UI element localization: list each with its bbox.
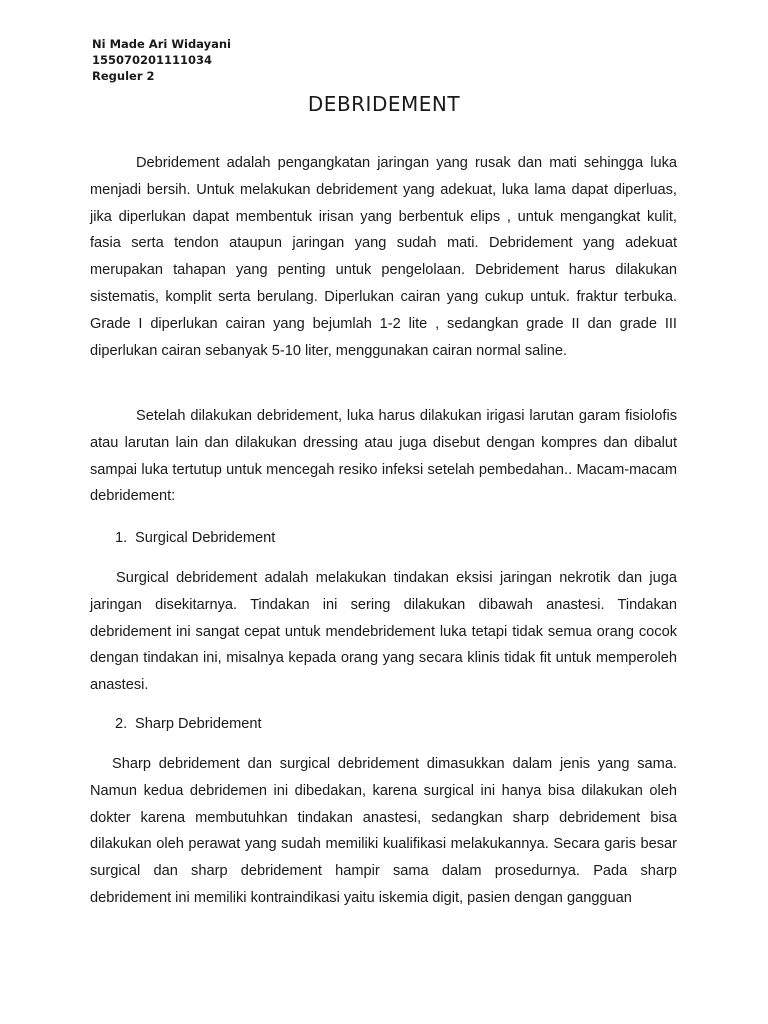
paragraph-after-debridement: Setelah dilakukan debridement, luka harus dilakukan irigasi larutan garam fisiolofis atau larutan lain dan dilakukan dressing atau juga disebut dengan kompres dan dibalut sampai luka tertutup untuk mencegah resiko infeksi setelah pembedahan.. Macam-macam debridement: bbox=[90, 408, 677, 505]
author-name: Ni Made Ari Widayani bbox=[92, 37, 231, 51]
class-name: Reguler 2 bbox=[92, 69, 155, 83]
list-item-sharp bbox=[115, 714, 262, 734]
author-block bbox=[92, 36, 231, 84]
student-id: 155070201111034 bbox=[92, 53, 213, 67]
list-item-surgical bbox=[115, 528, 275, 548]
list-number: 1. bbox=[115, 530, 128, 546]
list-label: Sharp Debridement bbox=[135, 716, 262, 732]
document-title: DEBRIDEMENT bbox=[307, 92, 461, 116]
list-number: 2. bbox=[115, 716, 128, 732]
paragraph-surgical: Surgical debridement adalah melakukan tindakan eksisi jaringan nekrotik dan juga jaringan disekitarnya. Tindakan ini sering dilakukan dibawah anastesi. Tindakan debridement ini sangat cepat untuk mendebridement luka tetapi tidak semua orang cocok dengan tindakan ini, misalnya kepada orang yang secara klinis tidak fit untuk memperoleh anastesi. bbox=[90, 570, 677, 694]
list-label: Surgical Debridement bbox=[135, 530, 276, 546]
paragraph-sharp: Sharp debridement dan surgical debridement dimasukkan dalam jenis yang sama. Namun kedua debridemen ini dibedakan, karena surgical ini hanya bisa dilakukan oleh dokter karena membutuhkan tindakan anastesi, sedangkan sharp debridement bisa dilakukan oleh perawat yang sudah memiliki kualifikasi melakukannya. Secara garis besar surgical dan sharp debridement hampir sama dalam prosedurnya. Pada sharp debridement ini memiliki kontraindikasi yaitu iskemia digit, pasien dengan gangguan bbox=[90, 756, 677, 906]
paragraph-intro: Debridement adalah pengangkatan jaringan yang rusak dan mati sehingga luka menjadi bersih. Untuk melakukan debridement yang adekuat, luka lama dapat diperluas, jika diperlukan dapat membentuk irisan yang berbentuk elips , untuk mengangkat kulit, fasia serta tendon ataupun jaringan yang sudah mati. Debridement yang adekuat merupakan tahapan yang penting untuk pengelolaan. Debridement harus dilakukan sistematis, komplit serta berulang. Diperlukan cairan yang cukup untuk. fraktur terbuka. Grade I diperlukan cairan yang bejumlah 1-2 lite , sedangkan grade II dan grade III diperlukan cairan sebanyak 5-10 liter, menggunakan cairan normal saline. bbox=[90, 155, 677, 359]
